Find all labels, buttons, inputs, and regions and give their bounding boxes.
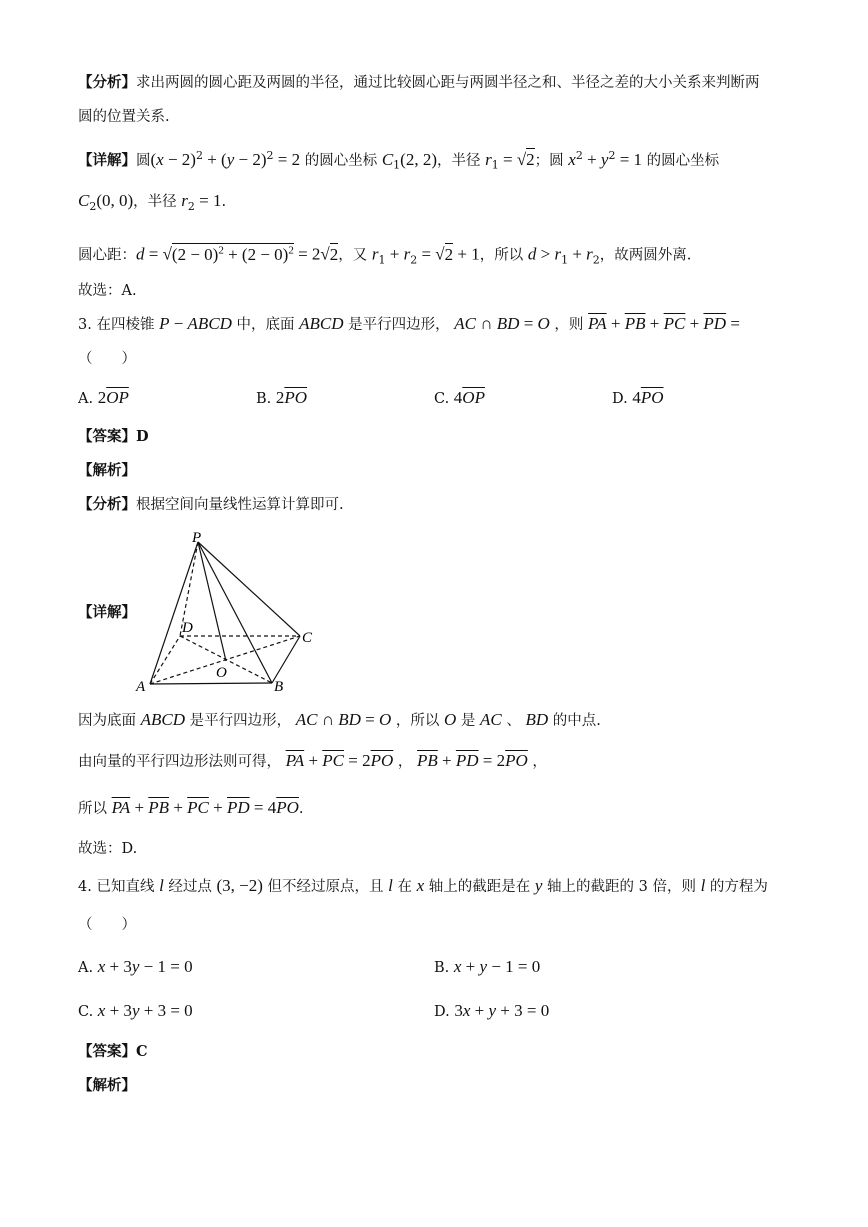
q3-choice-line: 故选：D. [78,841,138,857]
q2-analysis-line-1 [78,73,760,93]
figure-label-b: B [274,679,284,695]
figure-label-a: A [136,679,146,695]
q2-choice-line: 故选：A. [78,283,137,299]
q3-option-c[interactable]: C. $4\overline{OP}$ [434,388,485,407]
figure-label-c: C [302,630,313,646]
q4-stem: 4. 已知直线 l 经过点 (3, −2) 但不经过原点，且 l 在 x 轴上的截距是在 y 轴上的截距的 3 倍，则 l 的方程为 [78,876,768,895]
q4-option-b[interactable]: B. x + y − 1 = 0 [434,957,541,976]
q3-option-d[interactable]: D. $4\overline{PO}$ [612,388,664,407]
q3-option-a[interactable]: A. $2\overline{OP}$ [78,388,129,407]
q3-detail-line-3: 所以 $\overline{PA} + \overline{PB} + \overline{PC} + \overline{PD} = 4\overline{PO}$. [78,798,304,817]
q2-analysis-text-1: 求出两圆的圆心距及两圆的半径，通过比较圆心距与两圆半径之和、半径之差的大小关系来判断两 [136,75,760,91]
q2-detail-line-2: $C_2(0$, 0)，半径 $r_2 = 1$. [78,191,227,213]
q4-option-d[interactable]: D. 3x + y + 3 = 0 [434,1001,550,1020]
q2-analysis-line-2: 圆的位置关系. [78,109,170,125]
q3-option-b[interactable]: B. $2\overline{PO}$ [256,388,308,407]
q2-detail-line-1: 【详解】圆$(x - 2)^2 + (y - 2)^2 = 2$ 的圆心坐标 $C_1(2$, 2)，半径 $r_1 = √2$；圆 $x^2 + y^2 = 1$ 的圆心坐标 [78,149,720,172]
q3-detail-label: 【详解】 [78,604,136,621]
q3-detail-line-1: 因为底面 ABCD 是平行四边形， AC ∩ BD = O ，所以 O 是 AC 、 BD 的中点. [78,710,601,729]
pyramid-figure [130,528,330,698]
q2-detail-label: 【详解】 [78,151,136,169]
q4-option-a[interactable]: A. x + 3y − 1 = 0 [78,957,193,976]
figure-label-o: O [216,665,227,681]
q4-paren: （ ） [78,917,136,933]
q3-analysis: 【分析】根据空间向量线性运算计算即可. [78,496,344,513]
q2-analysis-label: 【分析】 [78,74,136,91]
figure-label-d: D [182,620,193,636]
q3-detail-line-2: 由向量的平行四边形法则可得， $\overline{PA} + \overline{PC} = 2\overline{PO}$ ， $\overline{PB} + \overline{PD} = 2\overline{PO}$ ， [78,751,547,770]
q4-option-c[interactable]: C. x + 3y + 3 = 0 [78,1001,193,1020]
q3-jiexi: 【解析】 [78,462,136,479]
q3-answer: 【答案】D [78,428,149,445]
q3-stem: 3. 在四棱锥 P − ABCD 中，底面 ABCD 是平行四边形， AC ∩ BD = O ，则 $\overline{PA} + \overline{PB} + \overline{PC} + \overline{PD}$ = [78,314,740,333]
q4-jiexi: 【解析】 [78,1077,136,1094]
q3-paren: （ ） [78,351,136,367]
q4-answer: 【答案】C [78,1043,148,1060]
figure-label-p: P [192,530,202,546]
q2-distance-line: 圆心距：$d = √(2 - 0)^2 + (2 - 0)^2 = 2√2$，又 $r_1 + r_2 = √2 + 1$，所以 $d > r_1 + r_2$，故两圆外离. [78,244,692,267]
